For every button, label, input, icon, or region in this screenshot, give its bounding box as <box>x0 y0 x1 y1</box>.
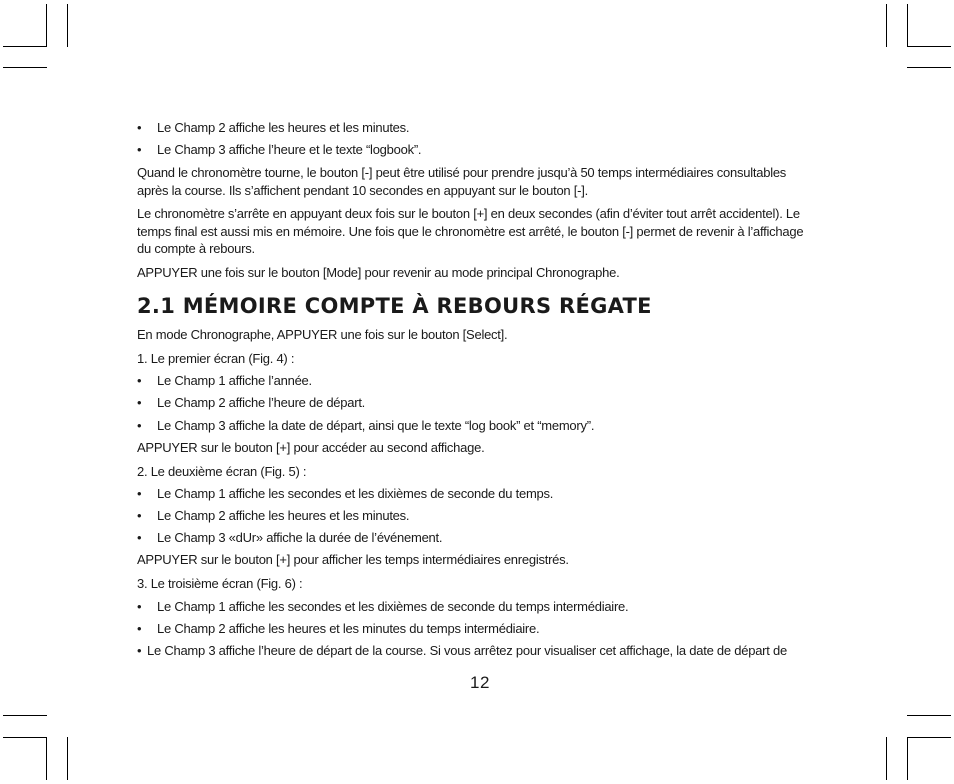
bullet-glyph: • <box>137 120 142 135</box>
crop-mark-top-left-v <box>46 4 47 47</box>
paragraph-line: du compte à rebours. <box>137 241 255 256</box>
bullet-glyph: • <box>137 373 142 388</box>
screen-title: 1. Le premier écran (Fig. 4) : <box>137 351 295 366</box>
crop-mark-top-left-h2 <box>3 67 47 68</box>
bullet-glyph: • <box>137 395 142 410</box>
bullet-glyph: • <box>137 599 142 614</box>
list-item-text: Le Champ 1 affiche les secondes et les dixièmes de seconde du temps. <box>157 486 554 501</box>
crop-mark-bottom-left-h2 <box>3 737 47 738</box>
crop-mark-top-right-v2 <box>907 4 908 47</box>
page-number: 12 <box>470 673 490 692</box>
paragraph: APPUYER sur le bouton [+] pour afficher les temps intermédiaires enregistrés. <box>137 552 569 567</box>
section-heading: 2.1 MÉMOIRE COMPTE À REBOURS RÉGATE <box>137 294 652 318</box>
bullet-glyph: • <box>137 486 142 501</box>
list-item-text: Le Champ 2 affiche les heures et les minutes du temps intermédiaire. <box>157 621 540 636</box>
crop-mark-bottom-right-h2 <box>907 737 951 738</box>
bullet-glyph: • <box>137 142 142 157</box>
paragraph-line: Le chronomètre s’arrête en appuyant deux fois sur le bouton [+] en deux secondes (afin d’éviter tout arrêt accidentel). Le <box>137 206 800 221</box>
crop-mark-top-left-v2 <box>67 4 68 47</box>
bullet-glyph: • <box>137 508 142 523</box>
crop-mark-top-left-h <box>3 46 47 47</box>
bullet-glyph: • <box>137 418 142 433</box>
list-item-text: Le Champ 2 affiche les heures et les minutes. <box>157 508 410 523</box>
bullet-glyph: • <box>137 643 142 658</box>
list-item-text: Le Champ 1 affiche les secondes et les dixièmes de seconde du temps intermédiaire. <box>157 599 629 614</box>
bullet-glyph: • <box>137 530 142 545</box>
crop-mark-bottom-right-h <box>907 715 951 716</box>
paragraph-line: temps final est aussi mis en mémoire. Une fois que le chronomètre est arrêté, le bouton [-] permet de revenir à l’affichage <box>137 223 804 239</box>
crop-mark-bottom-right-v <box>886 737 887 780</box>
crop-mark-bottom-left-h <box>3 715 47 716</box>
crop-mark-top-right-h2 <box>907 67 951 68</box>
list-item-text: Le Champ 2 affiche l’heure de départ. <box>157 395 366 410</box>
paragraph-line: Quand le chronomètre tourne, le bouton [-] peut être utilisé pour prendre jusqu’à 50 temps intermédiaires consultables <box>137 165 787 180</box>
bullet-glyph: • <box>137 621 142 636</box>
screen-title: 3. Le troisième écran (Fig. 6) : <box>137 576 303 591</box>
list-item-text: Le Champ 1 affiche l’année. <box>157 373 312 388</box>
list-item-text: Le Champ 3 «dUr» affiche la durée de l’événement. <box>157 530 443 545</box>
crop-mark-bottom-right-v2 <box>907 737 908 780</box>
crop-mark-top-right-v <box>886 4 887 47</box>
list-item-text: Le Champ 2 affiche les heures et les minutes. <box>157 120 410 135</box>
paragraph: En mode Chronographe, APPUYER une fois sur le bouton [Select]. <box>137 327 508 342</box>
crop-mark-bottom-left-v2 <box>67 737 68 780</box>
paragraph-line: après la course. Ils s’affichent pendant 10 secondes en appuyant sur le bouton [-]. <box>137 182 588 198</box>
paragraph: APPUYER une fois sur le bouton [Mode] pour revenir au mode principal Chronographe. <box>137 265 620 280</box>
crop-mark-bottom-left-v <box>46 737 47 780</box>
list-item-text: Le Champ 3 affiche l’heure et le texte “logbook”. <box>157 142 422 157</box>
paragraph: APPUYER sur le bouton [+] pour accéder au second affichage. <box>137 440 485 455</box>
list-item-text: Le Champ 3 affiche l’heure de départ de la course. Si vous arrêtez pour visualiser cet affichage, la date de départ de <box>147 643 787 658</box>
crop-mark-top-right-h <box>907 46 951 47</box>
screen-title: 2. Le deuxième écran (Fig. 5) : <box>137 464 307 479</box>
list-item-text: Le Champ 3 affiche la date de départ, ainsi que le texte “log book” et “memory”. <box>157 418 595 433</box>
